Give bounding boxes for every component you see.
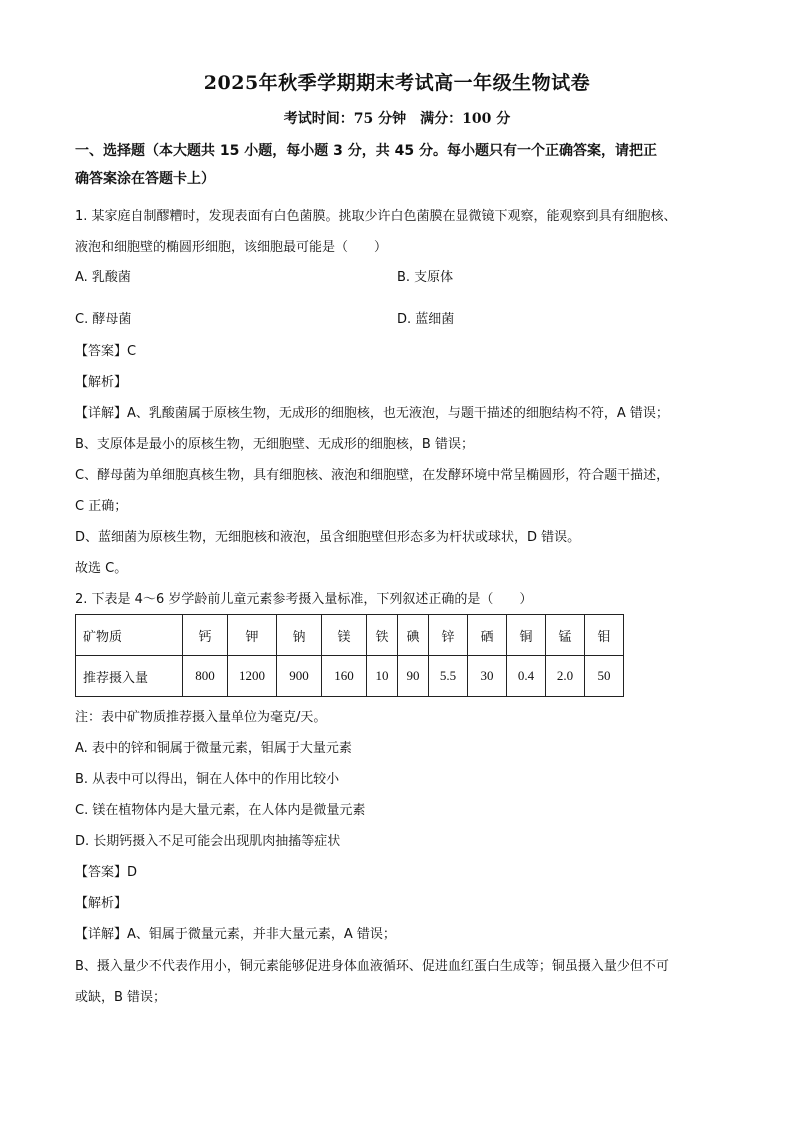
- answer-tag: 【答案】: [75, 344, 128, 359]
- q1-stem-line1: 1. 某家庭自制醪糟时，发现表面有白色菌膜。挑取少许白色菌膜在显微镜下观察，能观察到具有细胞核、: [75, 209, 677, 224]
- table-cell: 800: [183, 656, 228, 697]
- exam-info: 考试时间：75 分钟 满分：100 分: [283, 111, 511, 127]
- section-heading: [75, 137, 720, 193]
- table-cell: 钙: [183, 615, 228, 656]
- q1-detail-line2: B、支原体是最小的原核生物，无细胞壁、无成形的细胞核，B 错误；: [75, 437, 474, 452]
- detail-tag: 【详解】: [75, 406, 128, 421]
- table-cell: 锌: [429, 615, 468, 656]
- table-cell: 钠: [277, 615, 322, 656]
- detail-tag: 【详解】: [75, 927, 128, 942]
- table-cell: 铜: [507, 615, 546, 656]
- q1-answer: [75, 340, 725, 359]
- table-cell: 90: [398, 656, 429, 697]
- q1-detail-line5: D、蓝细菌为原核生物，无细胞核和液泡，虽含细胞壁但形态多为杆状或球状，D 错误。: [75, 530, 581, 545]
- q1-analysis-tag: 【解析】: [75, 375, 128, 390]
- table-cell: 5.5: [429, 656, 468, 697]
- q2-option-d: D. 长期钙摄入不足可能会出现肌肉抽搐等症状: [75, 834, 341, 849]
- table-header-row: [76, 615, 624, 656]
- table-cell: 160: [322, 656, 367, 697]
- table-cell: 铁: [367, 615, 398, 656]
- q1-option-a: A. 乳酸菌: [75, 270, 131, 285]
- q1-detail-line3: C、酵母菌为单细胞真核生物，具有细胞核、液泡和细胞壁，在发酵环境中常呈椭圆形，符合题干描述，: [75, 468, 670, 483]
- q1-detail-line4: C 正确；: [75, 499, 128, 514]
- detail-text: A、钼属于微量元素，并非大量元素，A 错误；: [127, 927, 396, 942]
- table-cell: 硒: [468, 615, 507, 656]
- table-cell: 1200: [228, 656, 277, 697]
- detail-text: A、乳酸菌属于原核生物，无成形的细胞核，也无液泡，与题干描述的细胞结构不符，A 错误；: [127, 406, 669, 421]
- q2-analysis-tag: 【解析】: [75, 896, 128, 911]
- answer-tag: 【答案】: [75, 865, 128, 880]
- q2-stem: 2. 下表是 4～6 岁学龄前儿童元素参考摄入量标准，下列叙述正确的是（ ）: [75, 592, 533, 607]
- table-cell: 30: [468, 656, 507, 697]
- q2-detail-line2: B、摄入量少不代表作用小，铜元素能够促进身体血液循环、促进血红蛋白生成等；铜虽摄入量少但不可: [75, 959, 669, 974]
- q2-option-a: A. 表中的锌和铜属于微量元素，钼属于大量元素: [75, 741, 352, 756]
- q2-option-b: B. 从表中可以得出，铜在人体中的作用比较小: [75, 772, 340, 787]
- table-cell: 0.4: [507, 656, 546, 697]
- q2-answer: [75, 861, 725, 880]
- table-cell: 碘: [398, 615, 429, 656]
- table-cell: 锰: [546, 615, 585, 656]
- exam-title: 2025年秋季学期期末考试高一年级生物试卷: [203, 72, 591, 94]
- table-cell: 镁: [322, 615, 367, 656]
- section-heading-line1: 一、选择题（本大题共 15 小题，每小题 3 分，共 45 分。每小题只有一个正确答案，请把正: [75, 143, 657, 159]
- table-row: [76, 656, 624, 697]
- section-heading-line2: 确答案涂在答题卡上）: [75, 171, 215, 187]
- table-cell: 2.0: [546, 656, 585, 697]
- table-cell: 钼: [585, 615, 624, 656]
- mineral-intake-table: [75, 614, 624, 697]
- table-cell: 50: [585, 656, 624, 697]
- table-cell: 10: [367, 656, 398, 697]
- table-cell: 推荐摄入量: [76, 656, 183, 697]
- q1-stem-line2: 液泡和细胞壁的椭圆形细胞，该细胞最可能是（ ）: [75, 240, 388, 255]
- answer-value: D: [127, 865, 138, 880]
- table-cell: 钾: [228, 615, 277, 656]
- q2-detail-line3: 或缺，B 错误；: [75, 990, 167, 1005]
- q1-detail-line1: [75, 402, 725, 421]
- q1-conclusion: 故选 C。: [75, 561, 128, 576]
- q2-option-c: C. 镁在植物体内是大量元素，在人体内是微量元素: [75, 803, 366, 818]
- q2-detail-line1: [75, 923, 725, 942]
- q1-option-b: B. 支原体: [397, 270, 454, 285]
- q1-option-d: D. 蓝细菌: [397, 312, 455, 327]
- q1-option-c: C. 酵母菌: [75, 312, 132, 327]
- answer-value: C: [127, 344, 137, 359]
- table-cell: 矿物质: [76, 615, 183, 656]
- table-cell: 900: [277, 656, 322, 697]
- q2-note: 注：表中矿物质推荐摄入量单位为毫克/天。: [75, 710, 327, 725]
